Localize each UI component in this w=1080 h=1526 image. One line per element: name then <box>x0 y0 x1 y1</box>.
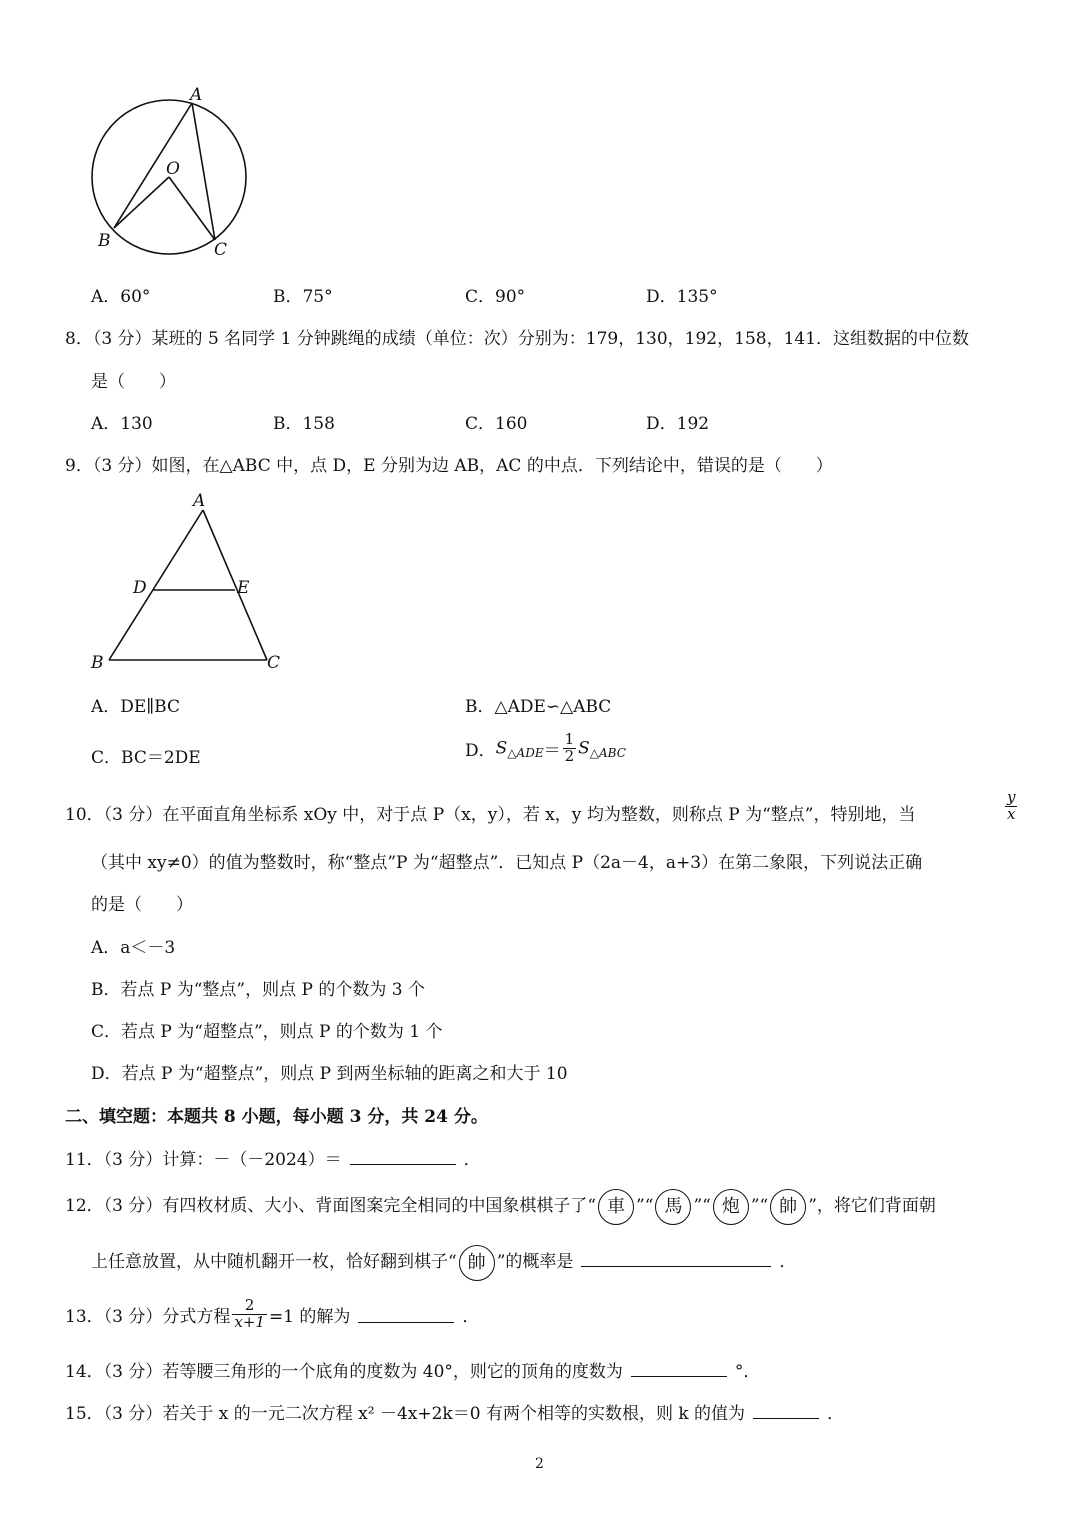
q12-line2-text: 上任意放置，从中随机翻开一枚，恰好翻到棋子“ <box>91 1252 457 1272</box>
q14-text: 14．（3 分）若等腰三角形的一个底角的度数为 40°，则它的顶角的度数为 <box>65 1362 623 1382</box>
label-a: A <box>193 491 206 511</box>
q9-option-d <box>465 732 626 765</box>
q8-option-a: A．130 <box>91 414 153 434</box>
chess-piece-ma: 馬 <box>655 1189 691 1225</box>
label-o: O <box>166 159 180 179</box>
q15-text: 15．（3 分）若关于 x 的一元二次方程 x² －4x+2k＝0 有两个相等的实数根，则 k 的值为 <box>65 1404 746 1424</box>
q10-line2: （其中 xy≠0）的值为整数时，称“整点”P 为“超整点”．已知点 P（2a－4，a+3）在第二象限，下列说法正确 <box>91 853 923 873</box>
q14-end: °． <box>734 1362 761 1382</box>
fraction-numerator: 2 <box>232 1298 267 1315</box>
q12-line2-mid: ”的概率是 <box>496 1252 574 1272</box>
q13 <box>65 1298 479 1331</box>
q12-text-end: ”，将它们背面朝 <box>808 1196 936 1216</box>
quote-sep: ”“ <box>636 1196 654 1216</box>
q10-option-a: A．a＜－3 <box>91 938 176 958</box>
label-d: D <box>133 578 147 598</box>
q8-stem-line2: 是（ ） <box>91 372 176 392</box>
q9-option-c: C．BC＝2DE <box>91 748 201 768</box>
q7-option-a: A．60° <box>91 287 151 307</box>
section-heading: 二、填空题：本题共 8 小题，每小题 3 分，共 24 分。 <box>65 1107 488 1127</box>
q9-option-d-prefix: D． <box>465 740 496 761</box>
q11 <box>65 1145 481 1170</box>
label-c: C <box>267 653 281 673</box>
area-subscript: △ADE <box>507 746 544 761</box>
fraction-numerator: y <box>1007 788 1016 806</box>
q9-option-b: B．△ADE∽△ABC <box>465 697 612 717</box>
q7-option-b: B．75° <box>273 287 333 307</box>
fraction-denominator: x <box>1007 804 1016 823</box>
label-b: B <box>98 231 111 251</box>
equals-sign: ＝ <box>543 740 561 761</box>
answer-blank[interactable] <box>631 1360 727 1377</box>
label-b: B <box>91 653 104 673</box>
q7-option-d: D．135° <box>646 287 718 307</box>
q15-end: ． <box>827 1404 845 1424</box>
q13-mid: =1 的解为 <box>268 1306 351 1327</box>
fraction-denominator: 2 <box>564 746 575 765</box>
page-number: 2 <box>535 1456 544 1472</box>
q12-line2 <box>91 1242 796 1282</box>
chess-piece-shuai: 帥 <box>770 1189 806 1225</box>
q12-line2-end: ． <box>779 1252 797 1272</box>
q9-option-a: A．DE∥BC <box>91 697 180 717</box>
answer-blank[interactable] <box>753 1402 819 1419</box>
q8-option-c: C．160 <box>465 414 528 434</box>
q10-option-c: C．若点 P 为“超整点”，则点 P 的个数为 1 个 <box>91 1022 443 1042</box>
chess-piece-pao: 炮 <box>713 1189 749 1225</box>
quote-sep: ”“ <box>693 1196 711 1216</box>
label-a: A <box>190 85 203 105</box>
q10-line3: 的是（ ） <box>91 895 193 915</box>
answer-blank[interactable] <box>350 1148 456 1165</box>
q9-stem: 9．（3 分）如图，在△ABC 中，点 D，E 分别为边 AB，AC 的中点．下列结论中，错误的是（ ） <box>65 456 833 476</box>
q13-fraction <box>232 1298 267 1331</box>
q10-fraction <box>1005 790 1017 823</box>
label-c: C <box>214 240 228 260</box>
triangle-figure <box>85 488 295 678</box>
q12-text: 12．（3 分）有四枚材质、大小、背面图案完全相同的中国象棋棋子了“ <box>65 1196 597 1216</box>
q15 <box>65 1399 844 1424</box>
chess-piece-che: 車 <box>598 1189 634 1225</box>
q8-option-b: B．158 <box>273 414 335 434</box>
circle-figure <box>80 80 260 265</box>
q10-option-b: B．若点 P 为“整点”，则点 P 的个数为 3 个 <box>91 980 425 1000</box>
q7-option-c: C．90° <box>465 287 526 307</box>
q10-line1: 10．（3 分）在平面直角坐标系 xOy 中，对于点 P（x，y），若 x，y 均为整数，则称点 P 为“整点”，特别地，当 <box>65 805 916 825</box>
q11-text: 11．（3 分）计算：－（－2024）＝ <box>65 1150 342 1170</box>
answer-blank[interactable] <box>581 1250 771 1267</box>
q13-end: ． <box>462 1306 480 1327</box>
answer-blank[interactable] <box>358 1306 454 1323</box>
area-subscript: △ABC <box>589 746 626 761</box>
area-symbol: S <box>495 738 508 759</box>
q12-line1 <box>65 1186 936 1226</box>
fraction-half <box>563 732 577 765</box>
fraction-numerator: 1 <box>564 730 575 748</box>
q11-end: ． <box>463 1150 481 1170</box>
area-symbol: S <box>578 738 590 759</box>
fraction-denominator: x+1 <box>234 1312 265 1331</box>
q14 <box>65 1357 760 1382</box>
q10-option-d: D．若点 P 为“超整点”，则点 P 到两坐标轴的距离之和大于 10 <box>91 1064 568 1084</box>
q8-option-d: D．192 <box>646 414 710 434</box>
label-e: E <box>237 578 250 598</box>
q13-text: 13．（3 分）分式方程 <box>65 1306 231 1327</box>
q8-stem-line1: 8．（3 分）某班的 5 名同学 1 分钟跳绳的成绩（单位：次）分别为：179，130，192，158，141．这组数据的中位数 <box>65 329 970 349</box>
quote-sep: ”“ <box>750 1196 769 1216</box>
chess-piece-shuai: 帥 <box>459 1245 495 1281</box>
